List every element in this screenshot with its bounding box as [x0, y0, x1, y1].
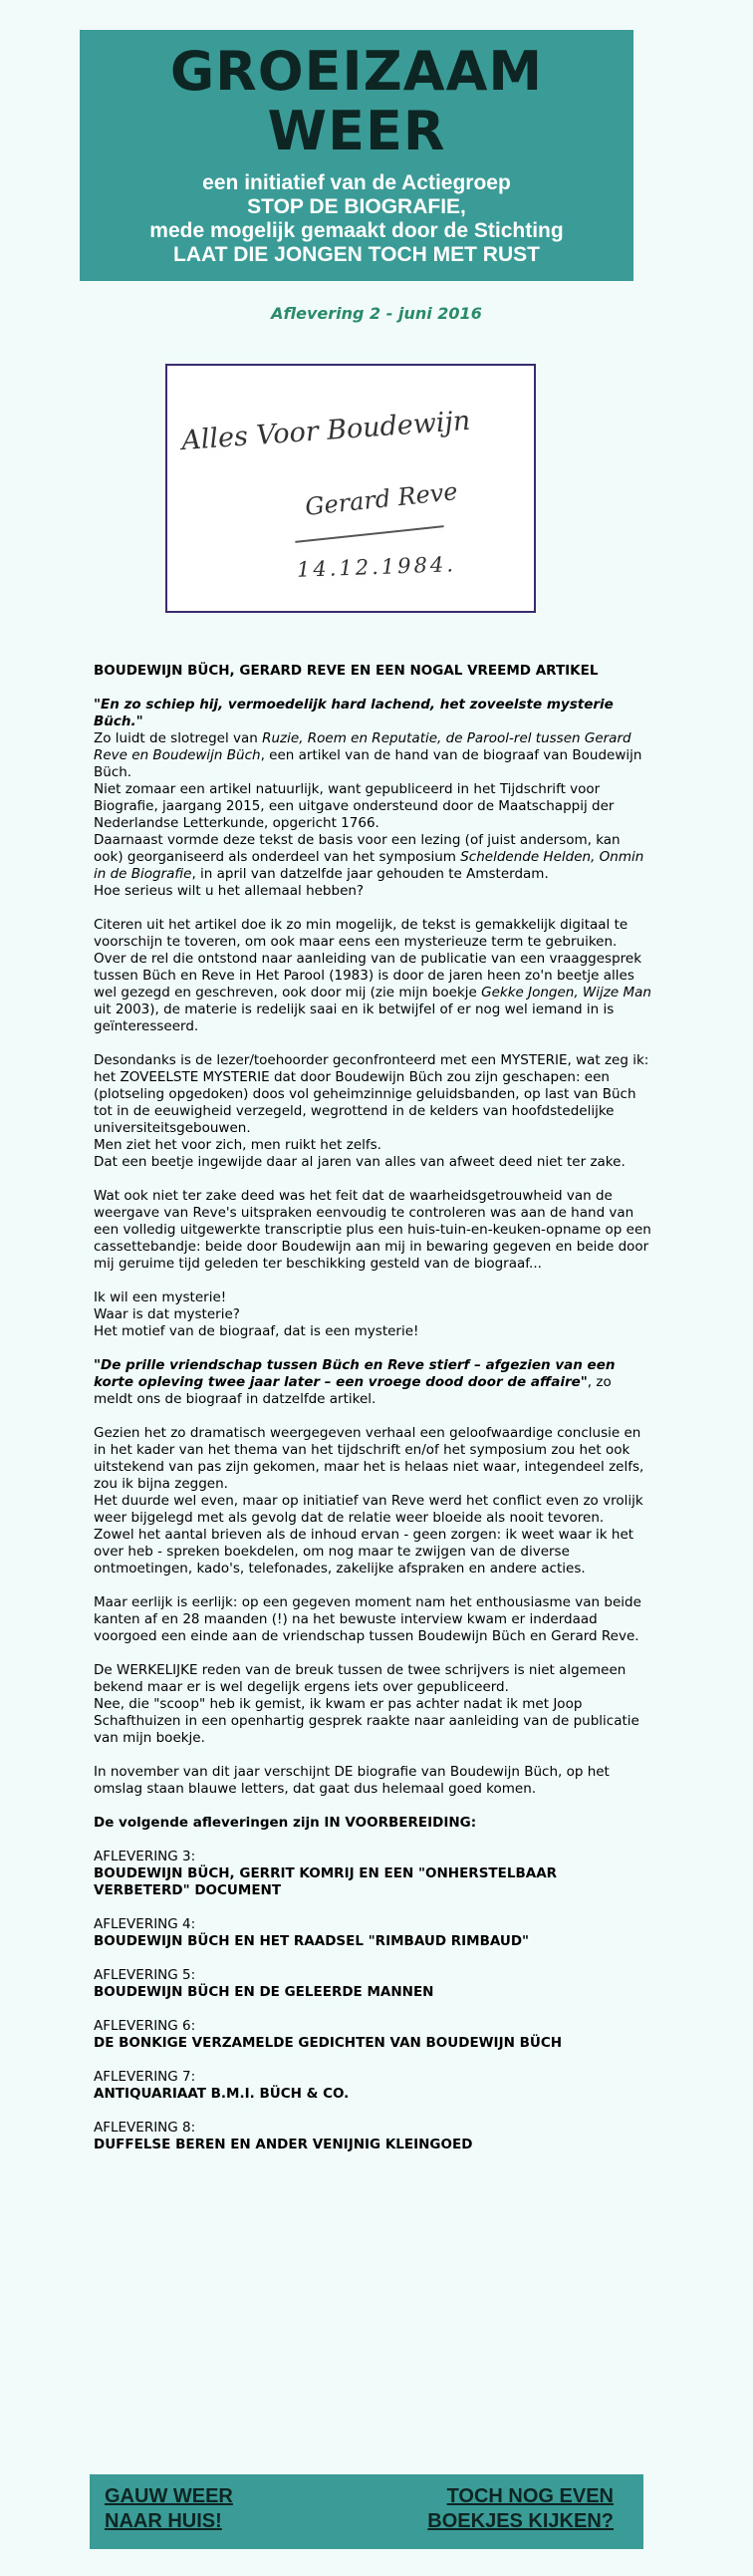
- episode-label: AFLEVERING 8:: [94, 2120, 196, 2136]
- signature-date: 14.12.1984.: [296, 552, 457, 582]
- episode-label: AFLEVERING 6:: [94, 2018, 196, 2034]
- text-span: Het motief van de biograaf, dat is een mysterie!: [94, 1323, 419, 1339]
- subtitle-line3: mede mogelijk gemaakt door de Stichting: [149, 219, 564, 242]
- text-span: , een artikel van de hand van de biograaf van Boudewijn Büch.: [94, 747, 642, 780]
- episode-title: ANTIQUARIAAT B.M.I. BÜCH & CO.: [94, 2086, 350, 2102]
- paragraph-4: Wat ook niet ter zake deed was het feit dat de waarheidsgetrouwheid van de weergave van Reve's uitspraken eenvoudig te controleren was aan de hand van een volledig uitgewerkte transcriptie plus een huis-tuin-en-keuken-opname op een cassettebandje: beide door Boudewijn aan mij in bewaring gegeven en beide door mij geruime tijd geleden ter beschikking gesteld van de biograaf...: [94, 1188, 651, 1272]
- home-link-line1: GAUW WEER: [105, 2485, 233, 2507]
- article-title-ref: Ruzie, Roem en Reputatie, de Parool-rel tussen Gerard Reve en Boudewijn Büch: [94, 730, 631, 763]
- paragraph-2: [94, 917, 651, 1035]
- subtitle-line2: STOP DE BIOGRAFIE,: [247, 195, 466, 218]
- episode-title: DUFFELSE BEREN EN ANDER VENIJNIG KLEINGOED: [94, 2137, 473, 2152]
- text-span: Dat een beetje ingewijde daar al jaren van alles van afweet deed niet ter zake.: [94, 1154, 626, 1170]
- text-span: , zo meldt ons de biograaf in datzelfde artikel.: [94, 1374, 612, 1407]
- subtitle-line4: LAAT DIE JONGEN TOCH MET RUST: [173, 243, 540, 266]
- text-span: Citeren uit het artikel doe ik zo min mogelijk, de tekst is gemakkelijk digitaal te voorschijn te toveren, om ook maar eens een mysterieuze term te gebruiken.: [94, 917, 628, 950]
- list-item: [94, 1916, 651, 1950]
- episode-label: AFLEVERING 7:: [94, 2069, 196, 2085]
- site-title-line1: GROEIZAAM: [169, 40, 544, 103]
- article-heading: BOUDEWIJN BÜCH, GERARD REVE EN EEN NOGAL VREEMD ARTIKEL: [94, 663, 599, 679]
- edition-label: Aflevering 2 - juni 2016: [271, 304, 482, 323]
- paragraph-quote-2: [94, 1357, 651, 1408]
- signature-dedication: Alles Voor Boudewijn: [180, 405, 472, 457]
- text-span: Desondanks is de lezer/toehoorder geconfronteerd met een MYSTERIE, wat zeg ik: het ZOVEELSTE MYSTERIE dat door Boudewijn Büch zou zijn geschapen: een (plotseling opgedoken) doos vol geheimzinnige geluidsbanden, op last van Büch tot in de eeuwigheid verzegeld, wegrottend in de kelders van hoofdstedelijke universiteitsgebouwen.: [94, 1052, 649, 1136]
- signature-image: [165, 364, 536, 613]
- paragraph-9: In november van dit jaar verschijnt DE biografie van Boudewijn Büch, op het omslag staan blauwe letters, dat gaat dus helemaal goed komen.: [94, 1764, 610, 1797]
- episode-label: AFLEVERING 4:: [94, 1916, 196, 1932]
- site-subtitle: [80, 171, 633, 267]
- paragraph-7: Maar eerlijk is eerlijk: op een gegeven moment nam het enthousiasme van beide kanten af en 28 maanden (!) na het bewuste interview kwam er inderdaad voorgoed een einde aan de vriendschap tussen Boudewijn Büch en Gerard Reve.: [94, 1594, 641, 1644]
- quote-2: "De prille vriendschap tussen Büch en Reve stierf – afgezien van een korte opleving twee jaar later – een vroege dood door de affaire": [94, 1357, 616, 1390]
- text-span: Daarnaast vormde deze tekst de basis voor een lezing (of juist andersom, kan ook) georganiseerd als onderdeel van het symposium: [94, 832, 621, 865]
- text-span: Het duurde wel even, maar op initiatief van Reve werd het conflict even zo vrolijk weer bijgelegd met als gevolg dat de relatie weer bloeide als nooit tevoren.: [94, 1493, 643, 1526]
- article-body: [94, 663, 651, 2170]
- text-span: Men ziet het voor zich, men ruikt het zelfs.: [94, 1137, 381, 1153]
- paragraph-3: [94, 1052, 651, 1171]
- episode-title: BOUDEWIJN BÜCH EN DE GELEERDE MANNEN: [94, 1984, 434, 2000]
- episode-title: BOUDEWIJN BÜCH, GERRIT KOMRIJ EN EEN "ONHERSTELBAAR VERBETERD" DOCUMENT: [94, 1865, 558, 1898]
- text-span: Niet zomaar een artikel natuurlijk, want gepubliceerd in het Tijdschrift voor Biografie, jaargang 2015, een uitgave ondersteund door de Maatschappij der Nederlandse Letterkunde, opgericht 1766.: [94, 781, 615, 831]
- episode-title: DE BONKIGE VERZAMELDE GEDICHTEN VAN BOUDEWIJN BÜCH: [94, 2035, 563, 2051]
- book-title-ref: Gekke Jongen, Wijze Man: [481, 985, 651, 1001]
- home-link[interactable]: [105, 2484, 233, 2534]
- books-link[interactable]: [427, 2484, 614, 2534]
- paragraph-6: [94, 1425, 651, 1577]
- episode-title: BOUDEWIJN BÜCH EN HET RAADSEL "RIMBAUD RIMBAUD": [94, 1933, 530, 1949]
- text-span: Waar is dat mysterie?: [94, 1306, 240, 1322]
- paragraph-8: [94, 1662, 651, 1747]
- upcoming-heading: De volgende afleveringen zijn IN VOORBEREIDING:: [94, 1815, 477, 1831]
- text-span: Gezien het zo dramatisch weergegeven verhaal een geloofwaardige conclusie en in het kader van het thema van het tijdschrift en/of het symposium zou het ook uitstekend van pas zijn gekomen, maar het is helaas niet waar, integendeel zelfs, zou ik bijna zeggen.: [94, 1425, 644, 1492]
- text-span: uit 2003), de materie is redelijk saai en ik betwijfel of er nog wel iemand in is geïnteresseerd.: [94, 1002, 615, 1034]
- text-span: Over de rel die ontstond naar aanleiding van de publicatie van een vraaggesprek tussen Büch en Reve in Het Parool (1983) is door de jaren heen zo'n beetje alles wel gezegd en geschreven, ook door mij (zie mijn boekje: [94, 951, 642, 1001]
- list-item: [94, 2120, 651, 2153]
- text-span: , in april van datzelfde jaar gehouden te Amsterdam.: [191, 866, 549, 882]
- books-link-line1: TOCH NOG EVEN: [446, 2485, 614, 2507]
- header-banner: [80, 30, 633, 281]
- text-span: Zowel het aantal brieven als de inhoud ervan - geen zorgen: ik weet waar ik het over heb - spreken boekdelen, om nog maar te zwijgen van de diverse ontmoetingen, kado's, telefonades, zakelijke afspraken en andere acties.: [94, 1527, 634, 1576]
- list-item: [94, 1967, 651, 2001]
- signature-name: Gerard Reve: [303, 477, 459, 521]
- text-span: Ik wil een mysterie!: [94, 1289, 227, 1305]
- text-span: Nee, die "scoop" heb ik gemist, ik kwam er pas achter nadat ik met Joop Schafthuizen in een openhartig gesprek raakte naar aanleiding van de publicatie van mijn boekje.: [94, 1696, 639, 1746]
- episode-label: AFLEVERING 5:: [94, 1967, 196, 1983]
- text-span: De WERKELIJKE reden van de breuk tussen de twee schrijvers is niet algemeen bekend maar er is wel degelijk ergens iets over gepubliceerd.: [94, 1662, 627, 1695]
- list-item: [94, 1849, 651, 1899]
- episode-label: AFLEVERING 3:: [94, 1849, 196, 1864]
- list-item: [94, 2069, 651, 2103]
- subtitle-line1: een initiatief van de Actiegroep: [202, 171, 511, 194]
- text-span: Hoe serieus wilt u het allemaal hebben?: [94, 883, 365, 899]
- site-title: [80, 42, 633, 161]
- books-link-line2: BOEKJES KIJKEN?: [427, 2510, 614, 2532]
- quote-1: "En zo schiep hij, vermoedelijk hard lachend, het zoveelste mysterie Büch.": [94, 697, 614, 729]
- symposium-title-ref: Scheldende Helden, Onmin in de Biografie: [94, 849, 644, 882]
- paragraph-5: [94, 1289, 651, 1340]
- upcoming-list: [94, 1849, 651, 2153]
- list-item: [94, 2018, 651, 2052]
- home-link-line2: NAAR HUIS!: [105, 2510, 222, 2532]
- footer-nav: [90, 2474, 643, 2549]
- signature-underline: [295, 525, 443, 543]
- paragraph-1: [94, 697, 651, 900]
- site-title-line2: WEER: [267, 100, 446, 162]
- text-span: Zo luidt de slotregel van: [94, 730, 263, 746]
